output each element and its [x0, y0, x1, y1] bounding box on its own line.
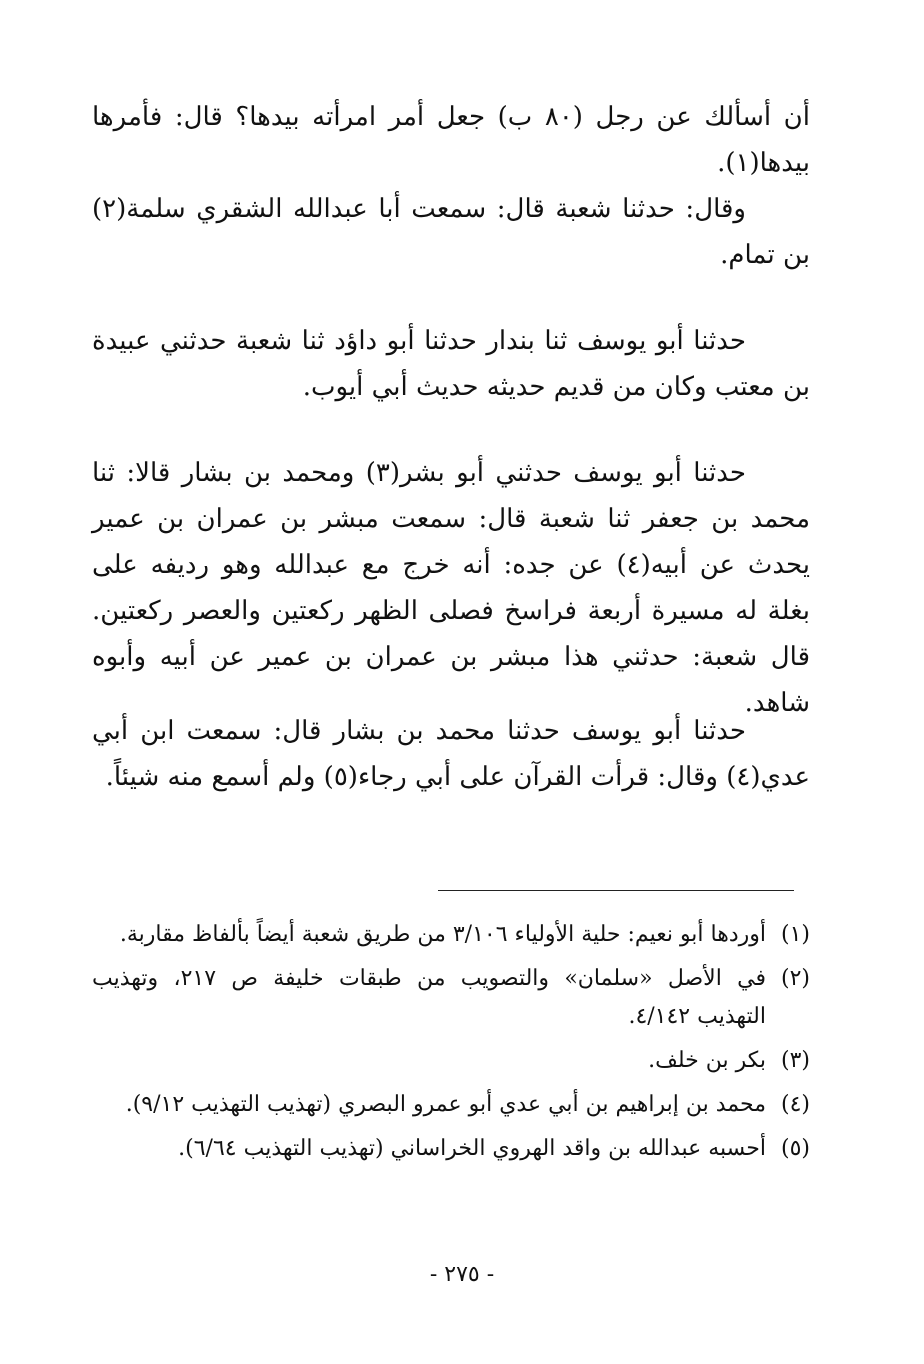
paragraph-4: حدثنا أبو يوسف حدثني أبو بشر(٣) ومحمد بن بشار قالا: ثنا محمد بن جعفر ثنا شعبة قال: سمعت مبشر بن عمران بن عمير يحدث عن أبيه(٤) عن جده: أنه خرج مع عبدالله وهو رديفه على بغلة له مسيرة أربعة فراسخ فصلى الظهر ركعتين والعصر ركعتين. قال شعبة: حدثني هذا مبشر بن عمران بن عمير عن أبيه وأبوه شاهد.: [92, 458, 810, 718]
footnote-3: [92, 1042, 810, 1080]
footnote-text: في الأصل «سلمان» والتصويب من طبقات خليفة ص ٢١٧، وتهذيب التهذيب ٤/١٤٢.: [92, 966, 766, 1029]
page-number: - ٢٧٥ -: [429, 1262, 495, 1287]
footnote-5: [92, 1130, 810, 1168]
footnote-text: بكر بن خلف.: [648, 1048, 766, 1073]
footnotes-list: [92, 916, 810, 1174]
footnote-text: أوردها أبو نعيم: حلية الأولياء ٣/١٠٦ من طريق شعبة أيضاً بألفاظ مقاربة.: [119, 922, 766, 947]
footnote-divider: [438, 890, 794, 891]
footnote-number: (٥): [780, 1136, 810, 1161]
footnote-text: محمد بن إبراهيم بن أبي عدي أبو عمرو البصري (تهذيب التهذيب ٩/١٢).: [125, 1092, 766, 1117]
footnote-1: [92, 916, 810, 954]
footnote-number: (١): [780, 922, 810, 947]
footnote-number: (٤): [780, 1092, 810, 1117]
footnote-text: أحسبه عبدالله بن واقد الهروي الخراساني (تهذيب التهذيب ٦/٦٤).: [178, 1136, 766, 1161]
paragraph-5: حدثنا أبو يوسف حدثنا محمد بن بشار قال: سمعت ابن أبي عدي(٤) وقال: قرأت القرآن على أبي رجاء(٥) ولم أسمع منه شيئاً.: [92, 716, 810, 792]
footnote-4: [92, 1086, 810, 1124]
paragraph-3: حدثنا أبو يوسف ثنا بندار حدثنا أبو داؤد ثنا شعبة حدثني عبيدة بن معتب وكان من قديم حديثه حديث أبي أيوب.: [92, 326, 810, 402]
footnote-2: [92, 960, 810, 1036]
paragraph-2: وقال: حدثنا شعبة قال: سمعت أبا عبدالله الشقري سلمة(٢) بن تمام.: [92, 194, 810, 270]
footnote-number: (٢): [780, 966, 810, 991]
footnote-number: (٣): [780, 1048, 810, 1073]
paragraph-1: أن أسألك عن رجل (٨٠ ب) جعل أمر امرأته بيدها؟ قال: فأمرها بيدها(١).: [92, 102, 810, 178]
